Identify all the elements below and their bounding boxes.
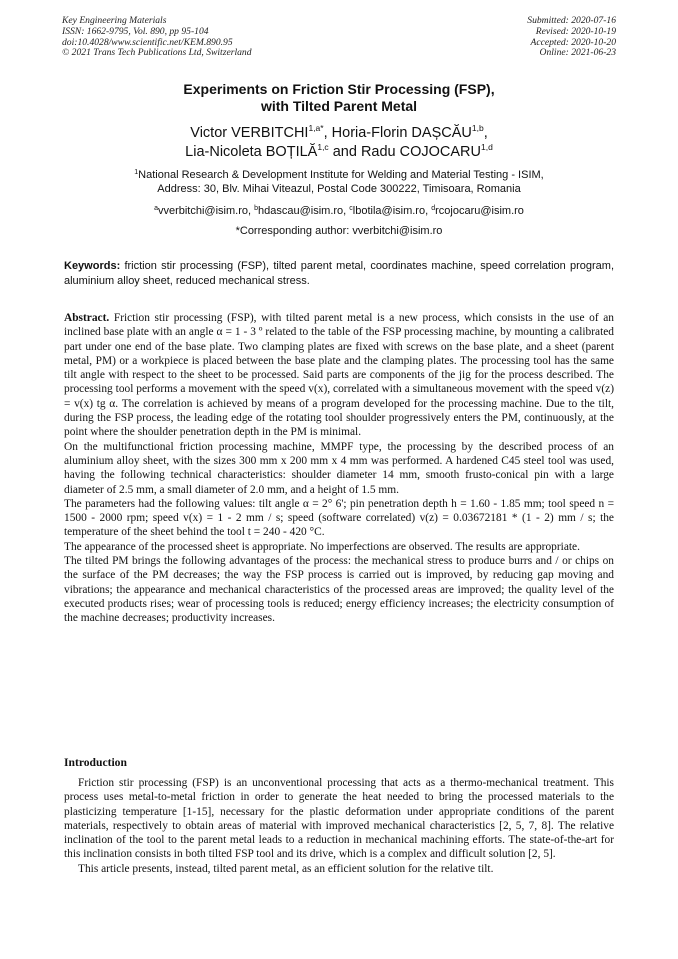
affiliation-institute: National Research & Development Institute for Welding and Material Testing - ISIM,: [138, 169, 544, 181]
abstract: [64, 311, 614, 626]
email-link[interactable]: rcojocaru@isim.ro: [435, 205, 524, 217]
journal-info: [62, 16, 252, 59]
introduction: [64, 776, 614, 876]
abstract-paragraph: The appearance of the processed sheet is appropriate. No imperfections are observed. The results are appropriate.: [64, 540, 580, 553]
date-accepted: Accepted: 2020-10-20: [530, 36, 616, 48]
date-submitted: Submitted: 2020-07-16: [527, 15, 616, 26]
author-line-1: [0, 124, 678, 143]
author-separator: ,: [483, 125, 488, 141]
journal-name: Key Engineering Materials: [62, 15, 167, 26]
author-name: Horia-Florin DAȘCĂU: [331, 125, 472, 141]
abstract-paragraph: On the multifunctional friction processing machine, MMPF type, the processing by the described process of an aluminium alloy sheet, with the sizes 300 mm x 200 mm x 4 mm was performed. A hardened C45 steel tool was used, having the following technical characteristics: shoulder diameter 14 mm, smooth frusto-conical pin with a large diameter of 2.5 mm, a small diameter of 2.0 mm, and a height of 1.5 mm.: [64, 440, 614, 496]
email-separator: ,: [247, 205, 255, 217]
author-line-2: [0, 143, 678, 162]
abstract-paragraph: The tilted PM brings the following advantages of the process: the mechanical stress to produce burrs and / or chips on the surface of the PM decreases; the way the FSP process is carried out is improved, by reducing gap moving and vibrations; the appearance and mechanical characteristics of the processed areas are improved; the quality level of the executed products rises; wear of processing tools is reduced; energy efficiency increases; the electricity consumption of the machine decreases; productivity increases.: [64, 555, 614, 625]
email-link[interactable]: lbotila@isim.ro: [352, 205, 426, 217]
author-affiliation-mark: 1,d: [481, 141, 493, 152]
author-name: Lia-Nicoleta BOȚILĂ: [185, 143, 318, 160]
journal-copyright: © 2021 Trans Tech Publications Ltd, Switzerland: [62, 47, 252, 59]
author-separator: ,: [323, 125, 332, 141]
publication-dates: [527, 16, 616, 59]
email-mark: c: [349, 205, 353, 212]
affiliation: [0, 168, 678, 196]
corresponding-author: *Corresponding author: vverbitchi@isim.ro: [235, 225, 443, 237]
date-online: Online: 2021-06-23: [539, 47, 616, 59]
author-separator: and: [328, 143, 361, 160]
affiliation-address: Address: 30, Blv. Mihai Viteazul, Postal Code 300222, Timisoara, Romania: [157, 183, 521, 195]
affiliation-mark: 1: [134, 169, 139, 176]
author-affiliation-mark: 1,c: [317, 141, 329, 152]
introduction-paragraph: Friction stir processing (FSP) is an unconventional processing that acts as a thermo-mechanical treatment. This process uses metal-to-metal friction in order to generate the heat needed to bring the processed materials to the plasticizing temperature [1-15], necessary for the plastic deformation under appropriate conditions of the parent materials, respectively to obtain areas of material with improved mechanical characteristics [2, 5, 7, 8]. The relative inclination of the tool to the parent metal leads to a reduction in mechanical machining efforts. The state-of-the-art for this inclination consists in both tilted FSP tool and its drive, which is a complex and difficult solution [2, 5].: [64, 777, 614, 861]
email-mark: a: [154, 205, 158, 212]
author-name: Radu COJOCARU: [360, 143, 481, 160]
author-emails: [0, 204, 678, 218]
email-mark: b: [254, 205, 259, 212]
email-link[interactable]: vverbitchi@isim.ro: [157, 205, 248, 217]
keywords-text: friction stir processing (FSP), tilted parent metal, coordinates machine, speed correlation program, aluminium alloy sheet, reduced mechanical stress.: [64, 260, 614, 287]
keywords: [64, 259, 614, 288]
author-affiliation-mark: 1,b: [471, 123, 484, 133]
introduction-paragraph: This article presents, instead, tilted parent metal, as an efficient solution for the relative tilt.: [78, 862, 494, 875]
email-link[interactable]: hdascau@isim.ro: [258, 205, 344, 217]
title-line-2: with Tilted Parent Metal: [260, 98, 418, 114]
author-affiliation-mark: 1,a*: [308, 123, 324, 133]
abstract-label: Abstract.: [64, 312, 110, 324]
abstract-text: Friction stir processing (FSP), with tilted parent metal is a new process, which consists in the use of an inclined base plate with an angle α = 1 - 3 º related to the table of the FSP processing machine, by mounting a calibrated part under one end of the base plate. Two clamping plates are fixed with screws on the base plate, and a sheet (parent metal, PM) or a workpiece is placed between the base plate and the clamping plates. The processing tool has the same tilt angle with respect to the sheet to be processed. Said parts are components of the jig for the process described. The processing tool performs a movement with the speed v(x), correlated with a simultaneous movement with the speed v(z) = v(x) tg α. The correlation is achieved by means of a program developed for the processing machine. Due to the tilt, during the FSP process, the leading edge of the rotating tool shoulder progressively enters the PM, continuously, at the point where the shoulder penetration depth in the PM is minimal.: [64, 312, 614, 439]
email-separator: ,: [425, 205, 432, 217]
keywords-label: Keywords:: [64, 260, 121, 272]
abstract-paragraph: [64, 311, 614, 440]
title-line-1: Experiments on Friction Stir Processing (FSP),: [183, 81, 495, 97]
email-separator: ,: [343, 205, 350, 217]
paper-title: [0, 81, 678, 115]
abstract-paragraph: The parameters had the following values: tilt angle α = 2° 6'; pin penetration depth h = 1.60 - 1.85 mm; tool speed n = 1500 - 2000 rpm; speed v(x) = 1 - 2 mm / s; speed (software correlated) v(z) = 0.03672181 * (1 - 2) mm / s; the temperature of the sheet behind the tool t = 240 - 420 °C.: [64, 497, 614, 539]
author-name: Victor VERBITCHI: [190, 125, 309, 141]
journal-doi[interactable]: doi:10.4028/www.scientific.net/KEM.890.95: [62, 36, 233, 48]
author-list: [0, 124, 678, 161]
introduction-heading: Introduction: [64, 756, 127, 769]
date-revised: Revised: 2020-10-19: [535, 25, 616, 37]
affiliation-line-1: [0, 168, 678, 182]
journal-issn: ISSN: 1662-9795, Vol. 890, pp 95-104: [62, 25, 209, 37]
email-mark: d: [431, 205, 436, 212]
